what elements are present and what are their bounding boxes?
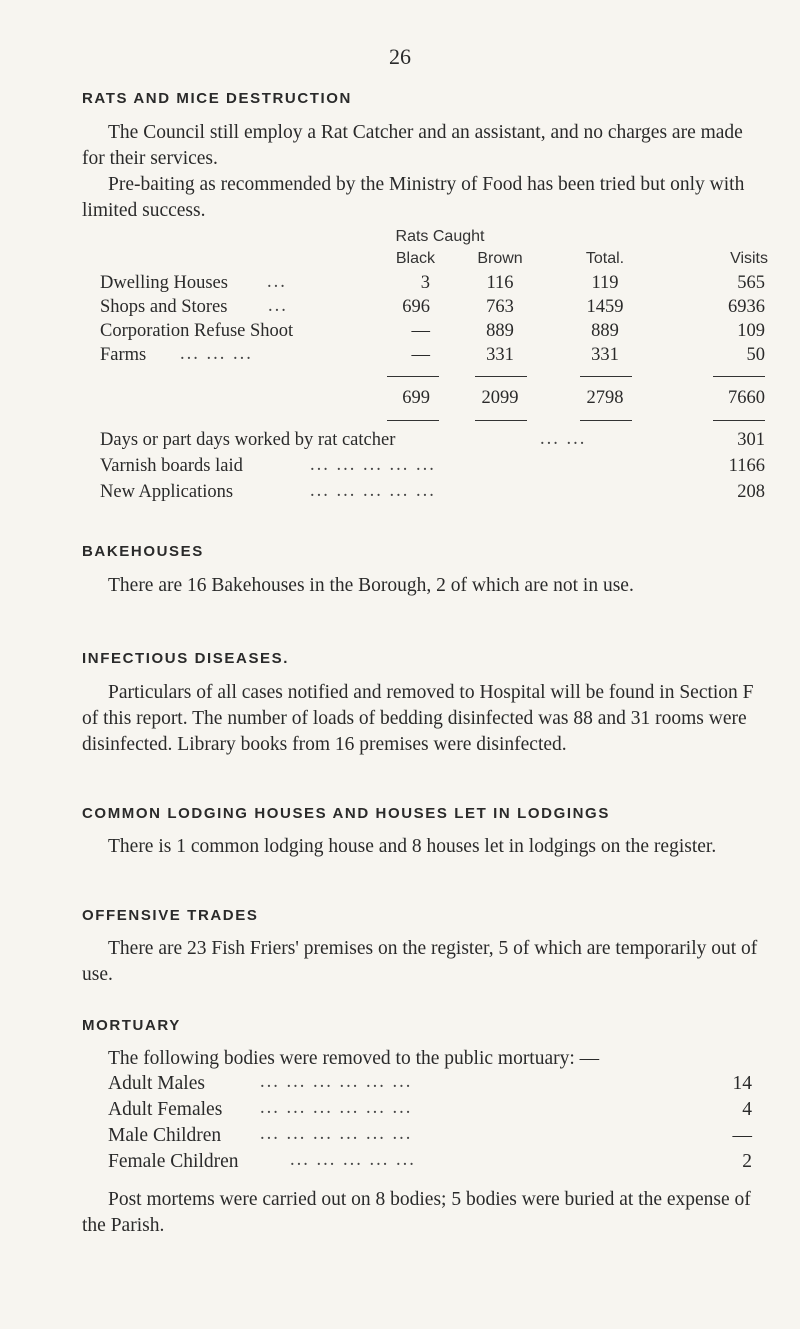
cell-black: — xyxy=(411,345,430,365)
table-rule xyxy=(387,376,439,377)
rats-heading: RATS AND MICE DESTRUCTION xyxy=(82,90,352,107)
cell-visits: 565 xyxy=(737,273,765,293)
leader-dots: ... xyxy=(267,272,287,292)
bakehouses-para: There are 16 Bakehouses in the Borough, 2 of which are not in use. xyxy=(108,575,634,596)
row-label-shops: Shops and Stores xyxy=(100,297,228,317)
total-visits: 7660 xyxy=(728,388,765,408)
col-header-total: Total. xyxy=(585,250,625,267)
cell-brown: 331 xyxy=(486,345,514,365)
row-label-corporation: Corporation Refuse Shoot xyxy=(100,321,294,341)
rats-para-1: The Council still employ a Rat Catcher and an assistant, and no charges are made for their services. xyxy=(82,122,743,169)
mortuary-item-label: Adult Females xyxy=(108,1099,223,1120)
page-number: 26 xyxy=(389,44,411,69)
offensive-para: There are 23 Fish Friers' premises on the register, 5 of which are temporarily out of use. xyxy=(82,938,758,985)
cell-black: 3 xyxy=(420,273,430,293)
mortuary-closing: Post mortems were carried out on 8 bodies; 5 bodies were buried at the expense of the Parish. xyxy=(82,1189,751,1236)
stat-value-varnish: 1166 xyxy=(728,456,765,476)
cell-black: — xyxy=(411,321,430,341)
stat-value-days: 301 xyxy=(737,430,765,450)
lodging-para: There is 1 common lodging house and 8 houses let in lodgings on the register. xyxy=(108,836,717,857)
cell-brown: 116 xyxy=(486,273,514,293)
table-rule xyxy=(475,420,527,421)
cell-total: 331 xyxy=(591,345,619,365)
rats-caught-header: Rats Caught xyxy=(395,228,485,245)
col-header-black: Black xyxy=(395,250,435,267)
total-black: 699 xyxy=(402,388,430,408)
mortuary-item-value: 4 xyxy=(742,1099,752,1120)
cell-visits: 6936 xyxy=(728,297,765,317)
mortuary-item-value: — xyxy=(732,1125,752,1146)
infectious-heading: INFECTIOUS DISEASES. xyxy=(82,650,290,667)
row-label-farms: Farms xyxy=(100,345,147,365)
leader-dots: ... ... ... ... ... xyxy=(310,481,436,501)
cell-visits: 109 xyxy=(737,321,765,341)
leader-dots: ... ... xyxy=(540,429,587,449)
table-rule xyxy=(387,420,439,421)
mortuary-item-label: Male Children xyxy=(108,1125,222,1146)
table-rule xyxy=(580,420,632,421)
leader-dots: ... xyxy=(268,296,288,316)
cell-total: 119 xyxy=(591,273,619,293)
cell-brown: 889 xyxy=(486,321,514,341)
offensive-heading: OFFENSIVE TRADES xyxy=(82,907,259,924)
mortuary-item-label: Female Children xyxy=(108,1151,239,1172)
cell-brown: 763 xyxy=(486,297,514,317)
mortuary-intro: The following bodies were removed to the public mortuary: — xyxy=(108,1048,600,1069)
total-brown: 2099 xyxy=(481,388,519,408)
cell-total: 889 xyxy=(591,321,619,341)
stat-label-varnish: Varnish boards laid xyxy=(100,456,243,476)
col-header-visits: Visits xyxy=(730,250,768,267)
lodging-heading: COMMON LODGING HOUSES AND HOUSES LET IN LODGINGS xyxy=(82,805,610,822)
bakehouses-heading: BAKEHOUSES xyxy=(82,543,204,560)
mortuary-item-value: 14 xyxy=(732,1073,752,1094)
stat-value-applications: 208 xyxy=(737,482,765,502)
mortuary-heading: MORTUARY xyxy=(82,1017,181,1034)
table-rule xyxy=(713,420,765,421)
table-rule xyxy=(713,376,765,377)
mortuary-item-label: Adult Males xyxy=(108,1073,205,1094)
cell-black: 696 xyxy=(402,297,430,317)
leader-dots: ... ... ... ... ... xyxy=(310,455,436,475)
stat-label-days: Days or part days worked by rat catcher xyxy=(100,430,396,450)
total-total: 2798 xyxy=(586,388,624,408)
leader-dots: ... ... ... ... ... ... xyxy=(260,1098,413,1118)
infectious-para: Particulars of all cases notified and removed to Hospital will be found in Section F of this report. The number of loads of bedding disinfected was 88 and 31 rooms were disinfected. Library books from 16 premises were disinfected. xyxy=(82,682,754,755)
leader-dots: ... ... ... ... ... ... xyxy=(260,1072,413,1092)
mortuary-item-value: 2 xyxy=(742,1151,752,1172)
table-rule xyxy=(475,376,527,377)
cell-visits: 50 xyxy=(746,345,765,365)
row-label-dwelling: Dwelling Houses xyxy=(100,273,228,293)
rats-para-2: Pre-baiting as recommended by the Ministry of Food has been tried but only with limited success. xyxy=(82,174,745,221)
leader-dots: ... ... ... ... ... xyxy=(290,1150,416,1170)
leader-dots: ... ... ... ... ... ... xyxy=(260,1124,413,1144)
col-header-brown: Brown xyxy=(477,250,523,267)
cell-total: 1459 xyxy=(586,297,624,317)
leader-dots: ... ... ... xyxy=(180,344,253,364)
stat-label-applications: New Applications xyxy=(100,482,234,502)
table-rule xyxy=(580,376,632,377)
